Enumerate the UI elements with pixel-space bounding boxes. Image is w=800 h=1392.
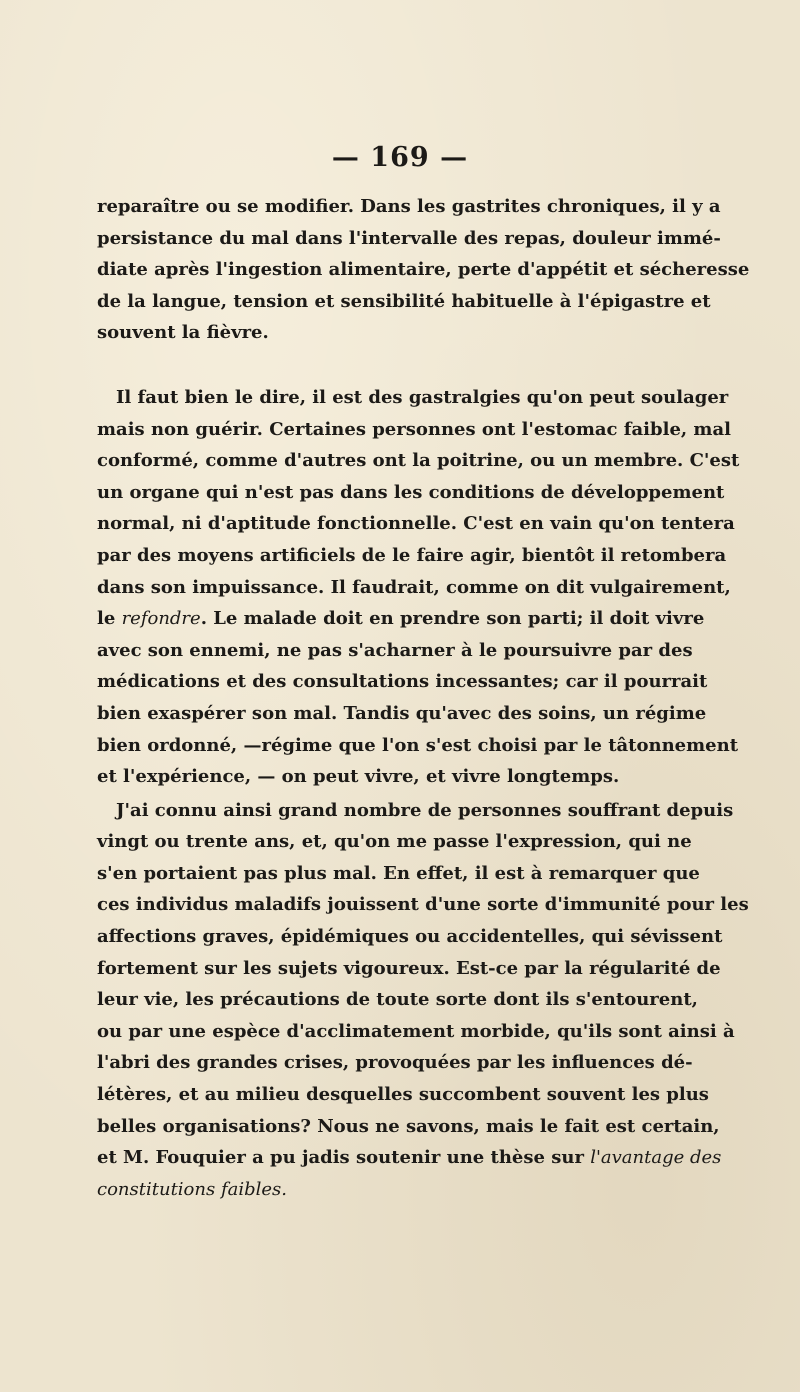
text-line: ou par une espèce d'acclimatement morbide, qu'ils sont ainsi à	[97, 1020, 735, 1042]
text-line: l'abri des grandes crises, provoquées par les influences dé-	[97, 1052, 693, 1074]
text-line: létères, et au milieu desquelles succombent souvent les plus	[97, 1084, 709, 1106]
text-line: affections graves, épidémiques ou accidentelles, qui sévissent	[97, 926, 723, 948]
text-line: diate après l'ingestion alimentaire, perte d'appétit et sécheresse	[97, 259, 750, 281]
text-line: reparaître ou se modifier. Dans les gastrites chroniques, il y a	[97, 196, 721, 217]
text-line-with-italic	[97, 1142, 722, 1174]
text-line: conformé, comme d'autres ont la poitrine, ou un membre. C'est	[97, 450, 740, 472]
paragraph-2	[97, 382, 740, 793]
italic-phrase: l'avantage des	[590, 1147, 722, 1169]
paragraph-3	[97, 795, 749, 1206]
text-line: ces individus maladifs jouissent d'une sorte d'immunité pour les	[97, 894, 749, 916]
italic-word: refondre	[121, 608, 201, 630]
text-line: Il faut bien le dire, il est des gastralgies qu'on peut soulager	[116, 386, 729, 408]
text-fragment: le	[97, 608, 122, 630]
text-fragment: et M. Fouquier a pu jadis soutenir une thèse sur	[97, 1147, 591, 1169]
paragraph-1	[97, 191, 750, 349]
text-line: vingt ou trente ans, et, qu'on me passe l'expression, qui ne	[97, 831, 692, 853]
text-line: mais non guérir. Certaines personnes ont l'estomac faible, mal	[97, 418, 731, 440]
text-line: de la langue, tension et sensibilité habituelle à l'épigastre et	[97, 290, 711, 312]
text-line: médications et des consultations incessantes; car il pourrait	[97, 671, 708, 693]
text-fragment: . Le malade doit en prendre son parti; il doit vivre	[200, 608, 705, 630]
page-number: — 169 —	[331, 142, 469, 173]
text-line: normal, ni d'aptitude fonctionnelle. C'est en vain qu'on tentera	[97, 513, 735, 535]
text-line: par des moyens artificiels de le faire agir, bientôt il retombera	[97, 544, 727, 566]
italic-phrase: constitutions faibles.	[97, 1178, 287, 1200]
text-line: dans son impuissance. Il faudrait, comme on dit vulgairement,	[97, 576, 731, 598]
text-line: et l'expérience, — on peut vivre, et vivre longtemps.	[97, 766, 620, 788]
text-line: bien ordonné, —régime que l'on s'est choisi par le tâtonnement	[97, 734, 739, 756]
text-line: s'en portaient pas plus mal. En effet, il est à remarquer que	[97, 862, 700, 884]
text-line-italic	[97, 1174, 683, 1206]
body-text	[97, 191, 750, 1205]
text-line: souvent la fièvre.	[97, 322, 269, 344]
text-line-with-italic	[97, 603, 705, 635]
text-line: belles organisations? Nous ne savons, mais le fait est certain,	[97, 1115, 720, 1137]
text-line: bien exaspérer son mal. Tandis qu'avec des soins, un régime	[97, 702, 707, 724]
text-line: avec son ennemi, ne pas s'acharner à le poursuivre par des	[97, 639, 693, 661]
text-line: persistance du mal dans l'intervalle des repas, douleur immé-	[97, 227, 721, 249]
text-line: un organe qui n'est pas dans les conditions de développement	[97, 481, 725, 503]
text-line: J'ai connu ainsi grand nombre de personnes souffrant depuis	[116, 799, 734, 821]
text-line: fortement sur les sujets vigoureux. Est-ce par la régularité de	[97, 957, 721, 979]
text-line: leur vie, les précautions de toute sorte dont ils s'entourent,	[97, 989, 698, 1011]
